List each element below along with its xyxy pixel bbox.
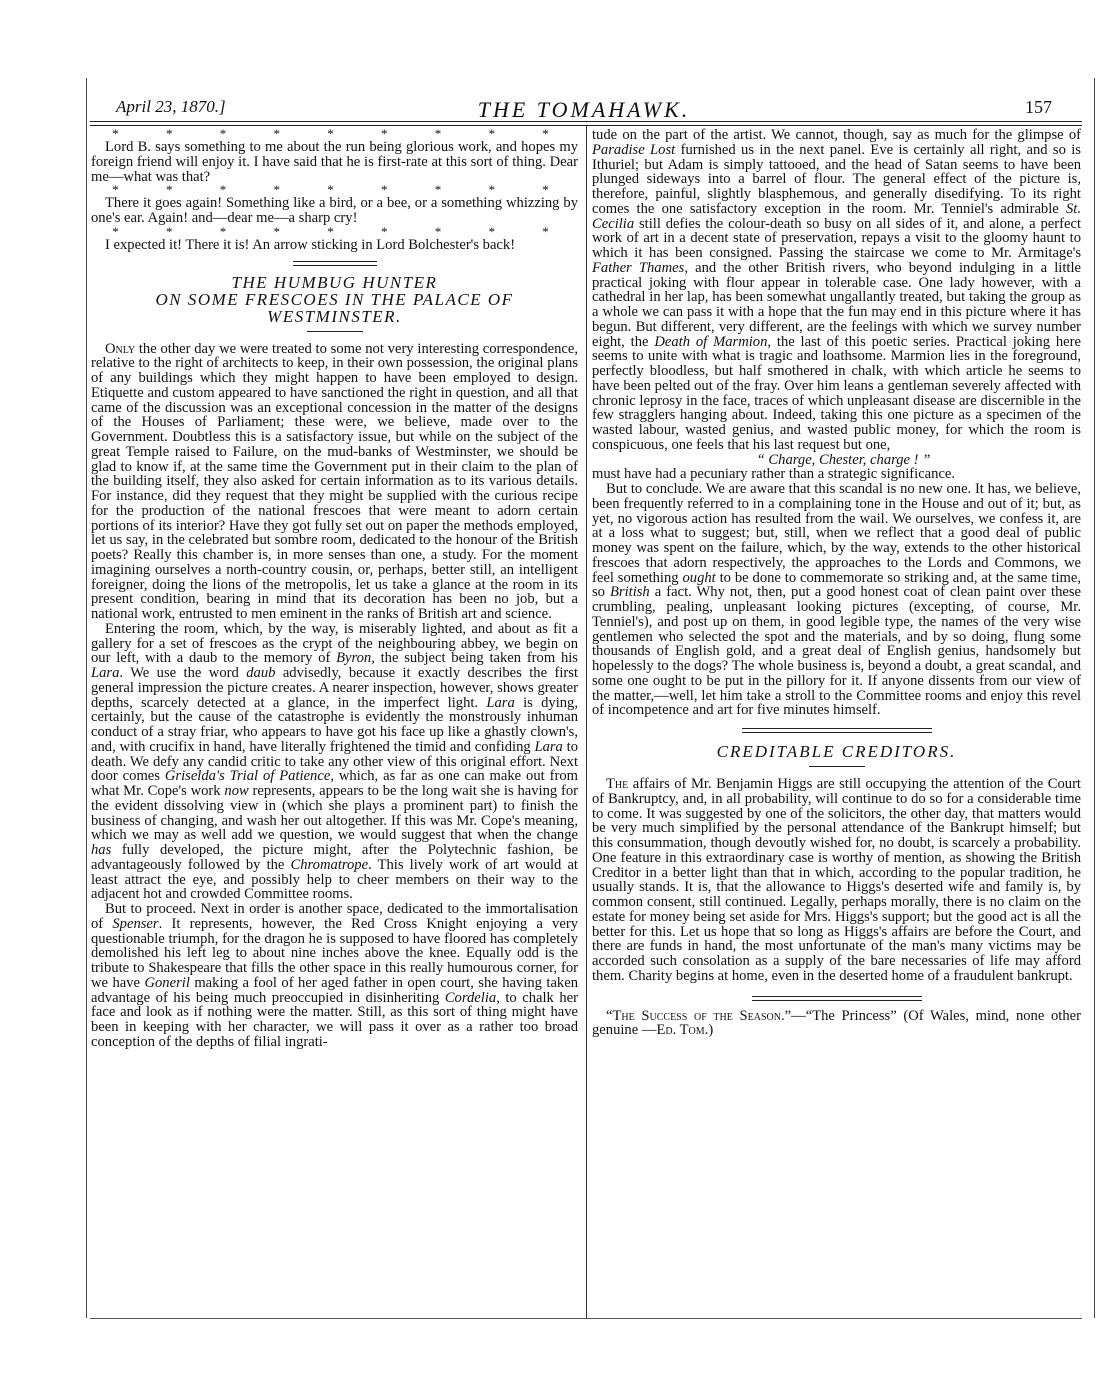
italic-text: ought <box>682 569 716 586</box>
page-right-border <box>1094 78 1095 1318</box>
paragraph <box>91 342 578 622</box>
double-rule <box>742 728 932 733</box>
text: “The Princess” (Of Wales, mind, none other genuine — <box>592 1007 1081 1039</box>
paragraph <box>91 622 578 902</box>
italic-text: has <box>91 842 112 858</box>
text: represents, appears to be the long wait she is having for the evident dissolving view in (which she plays a prominent part) to finish the business of changing, and wash her out altogether. If this was Mr. Cope's meaning, which we may as well add we question, we would suggest that when the change <box>91 783 578 844</box>
text: is dying, certainly, but the cause of the catastrophe is evidently the monstrously inhuman conduct of a stray friar, who appears to have got his face up like a ghastly clown's, and, with crucifix in hand, have literally frightened the timid and confiding <box>91 694 579 755</box>
bottom-rule <box>90 1318 1082 1319</box>
column-divider <box>586 126 587 1318</box>
text: , the subject being taken from his <box>371 650 578 667</box>
quote: “ Charge, Chester, charge ! ” <box>756 451 931 468</box>
text: a fact. Why not, then, put a good honest coat of clean paint over these crumbling, pealing, unpleasant looking pictures (excepting, of course, Mr. Tenniel's), and post up on them, in good legible type, the names of the very wise gentlemen who selected the spot and the materials, and by so doing, flung some thousands of English gold, and a great deal of English genius, handsomely but hopelessly to the dogs? The whole business is, beyond a doubt, a great scandal, and some one ought to be put in the pillory for it. If anyone dissents from our view of the matter,—well, let him take a stroll to the Committee rooms and enjoy this revel of incompetence and art for five minutes himself. <box>592 584 1082 719</box>
italic-text: now <box>224 783 249 799</box>
italic-text: Griselda's Trial of Patience <box>164 768 331 785</box>
italic-text: St. Cecilia <box>592 200 1081 232</box>
text: to death. We defy any candid critic to take any other view of this original effort. Next door comes <box>91 738 579 785</box>
stars-separator: * * * * * * * * * <box>112 126 571 141</box>
text: to be done to commemorate so striking and, at the same time, so <box>592 569 1081 601</box>
short-rule <box>307 331 363 332</box>
italic-text: Father Thames <box>592 259 685 276</box>
lead-word: Only <box>105 340 136 357</box>
text: , which, as far as one can make out from what Mr. Cope's work <box>91 768 578 799</box>
text: But to proceed. Next in order is another space, dedicated to the immortalisation of <box>91 901 578 932</box>
text: “The Success of the Season.”— <box>606 1007 806 1024</box>
paragraph: There it goes again! Something like a bird, or a bee, or a something whizzing by one's ear. Again! and—dear me—a sharp cry! <box>91 195 578 226</box>
italic-text: Spenser <box>112 915 159 932</box>
stars-separator: * * * * * * * * * <box>112 182 571 198</box>
signature: Ed. Tom. <box>656 1022 709 1039</box>
text: Entering the room, which, by the way, is miserably lighted, and about as fit a gallery for a set of frescoes as the crypt of the neighbouring abbey, we begin on our left, with a daub to the memory of <box>91 620 578 667</box>
heading-line: WESTMINSTER. <box>267 306 402 326</box>
italic-text: Byron <box>336 650 372 667</box>
text: still defies the colour-death so busy on all sides of it, and alone, a perfect work of art in a decent state of preservation, repays a visit to the gloomy haunt to which it has been consigned. Passing the staircase we come to Mr. Armitage's <box>592 215 1081 261</box>
italic-text: daub <box>246 665 276 681</box>
text: , to chalk her face and look as if nothing were the matter. Still, as this sort of thing might have been in keeping with her character, we will pass it over as a rather too broad conception of the depths of filial ingrati- <box>91 989 578 1050</box>
italic-text: British <box>610 584 650 601</box>
italic-text: Death of Marmion <box>654 333 768 350</box>
article-heading: CREDITABLE CREDITORS. <box>716 742 957 761</box>
paragraph: I expected it! There it is! An arrow sticking in Lord Bolchester's back! <box>105 236 516 253</box>
paragraph <box>592 777 1081 984</box>
page-left-border <box>86 78 87 1318</box>
italic-text: Goneril <box>144 974 190 991</box>
paragraph <box>91 902 578 1050</box>
text: . This lively work of art would at least attract the eye, and possibly help to cheer members on their way to the adjacent hot and crowded Committee rooms. <box>91 856 578 903</box>
italic-text: Paradise Lost <box>592 141 676 158</box>
paragraph <box>592 128 1081 453</box>
double-rule <box>293 261 377 266</box>
heading-line: ON SOME FRESCOES IN THE PALACE OF <box>155 289 514 309</box>
heading-line: THE HUMBUG HUNTER <box>231 272 438 292</box>
text: . It represents, however, the Red Cross Knight enjoying a very questionable triumph, for the dragon he is supposed to have floored has completely demolished his left leg to about nine inches above the knee. Equally odd is the tribute to Shakespeare that fills the other space in this really humourous corner, for we have <box>91 915 578 991</box>
text: fully developed, the picture might, after the Polytechnic fashion, be advantageously followed by the <box>91 842 578 873</box>
text: furnished us in the next panel. Eve is certainly all right, and so is Ithuriel; but Adam is simply tattooed, and the head of Satan seems to have been plunged sideways into a barrel of flour. The general effect of the picture is, therefore, painful, slightly blasphemous, and generally disedifying. To its right comes the one satisfactory exception in the room. Mr. Tenniel's admirable <box>592 141 1081 217</box>
italic-text: Chromatrope <box>290 856 369 873</box>
text: making a fool of her aged father in open court, she having taken advantage of his being much preoccupied in disinheriting <box>91 974 578 1006</box>
text: . We use the word <box>119 665 247 681</box>
text: affairs of Mr. Benjamin Higgs are still occupying the attention of the Court of Bankruptcy, and, in all probability, will continue to do so for a considerable time to come. It was suggested by one of the solicitors, the other day, that matters would be very much simplified by the personal attendance of the Bankrupt himself; but this consummation, though devoutly wished for, no doubt, is scarcely a probability. One feature in this extraordinary case is worthy of mention, as showing the British Creditor in a better light than that in which, according to the popular tradition, he usually stands. It is, that the allowance to Higgs's deserted wife and family is, by common consent, still continued. Legally, perhaps morally, there is no claim on the estate for money being set aside for Mrs. Higgs's support; but the good act is all the better for this. Let us hope that so long as Higgs's affairs are before the Court, and there are funds in hand, the most unfortunate of the man's many victims may be accorded such consolation as a supply of the bare necessaries of life may afford them. Charity begins at home, even in the deserted home of a fraudulent bankrupt. <box>592 776 1081 984</box>
article-heading <box>91 274 578 325</box>
text: But to conclude. We are aware that this scandal is no new one. It has, we believe, been frequently referred to in a complaining tone in the House and out of it; but, as yet, no vigorous action has resulted from the wail. We ourselves, we confess it, are at a loss what to suggest; but, still, when we reflect that a good deal of public money was spent on the failure, which, by the way, extends to the other historical frescoes that adorn respectively, the approaches to the Lords and Commons, we feel something <box>592 481 1081 586</box>
text: advisedly, because it exactly describes the first general impression the picture creates. A nearer inspection, however, shows greater depths, scarcely detected at a glance, in the imperfect light. <box>91 665 578 711</box>
italic-text: Lara <box>486 694 515 711</box>
short-rule <box>809 766 865 767</box>
text: the other day we were treated to some not very interesting correspondence, relative to the right of architects to keep, in their own possession, the original plans of any buildings which they might happen to have been employed to design. Etiquette and custom appeared to have sanctioned the right in question, and all that came of the discussion was an exceptional concession in the matter of the designs of the Houses of Parliament; these were, we believe, made over to the Government. Doubtless this is a satisfactory issue, but while on the subject of the great Temple raised to Failure, on the mud-banks of Westminster, we should be glad to know if, at the same time the Government put in their claim to the plan of the building itself, they also asked for certain information as to its various details. For instance, did they request that they might be supplied with the curious recipe for the production of the national frescoes that were meant to adorn certain portions of its interior? Have they got fully set out on paper the methods employed, let us say, in the celebrated but sombre room, dedicated to the honour of the British poets? Really this chamber is, in more senses than one, a study. For the moment imagining ourselves a north-country cousin, or, perhaps, better still, an intelligent foreigner, doing the lions of the metropolis, let us take a glance at the room in its present condition, bearing in mind that its decoration has been no job, but a national work, entrusted to men eminent in the ranks of British art and science. <box>91 340 578 622</box>
text: tude on the part of the artist. We cannot, though, say as much for the glimpse of <box>592 127 1081 143</box>
italic-text: Lara <box>534 738 563 755</box>
text: ) <box>708 1022 714 1039</box>
stars-separator: * * * * * * * * * <box>112 223 571 239</box>
italic-text: Cordelia <box>444 989 497 1006</box>
right-column <box>592 128 1081 1038</box>
paragraph: Lord B. says something to me about the run being glorious work, and hopes my foreign friend will enjoy it. I have said that he is first-rate at this sort of thing. Dear me—what was that? <box>91 139 578 185</box>
header-date: April 23, 1870.] <box>116 97 226 116</box>
double-rule <box>752 996 922 1001</box>
italic-text: Lara <box>91 665 120 681</box>
left-column <box>91 128 578 1050</box>
header-title: THE TOMAHAWK. <box>477 97 691 122</box>
text: , and the other British rivers, who beyond indulging in a little practical joking with flour appear in tolerable case. One lady however, with a cathedral in her lap, has been somewhat ungallantly treated, but taking the group as a whole we can pass it with a hope that the fun may end in this picture where it has begun. But different, very different, are the feelings with which we survey number eight, the <box>592 259 1081 350</box>
page-number: 157 <box>1025 97 1052 117</box>
text: , the last of this poetic series. Practical joking here seems to unite with what is tragic and loathsome. Marmion lies in the foreground, perfectly bloodless, but half smothered in chalk, with which article he seems to have been pelted out of the fray. Over him leans a gentleman severely affected with chronic leprosy in the face, traces of which unpleasant disease are discernible in the few stragglers hanging about. Indeed, taking this one picture as a specimen of the wasted labour, wasted genius, and wasted public money, for which the room is conspicuous, one feels that his last request but one, <box>592 333 1081 453</box>
lead-word: The <box>606 776 629 792</box>
paragraph <box>592 482 1081 718</box>
page-header <box>90 97 1078 121</box>
paragraph <box>592 1009 1081 1039</box>
paragraph: must have had a pecuniary rather than a strategic significance. <box>592 466 956 483</box>
